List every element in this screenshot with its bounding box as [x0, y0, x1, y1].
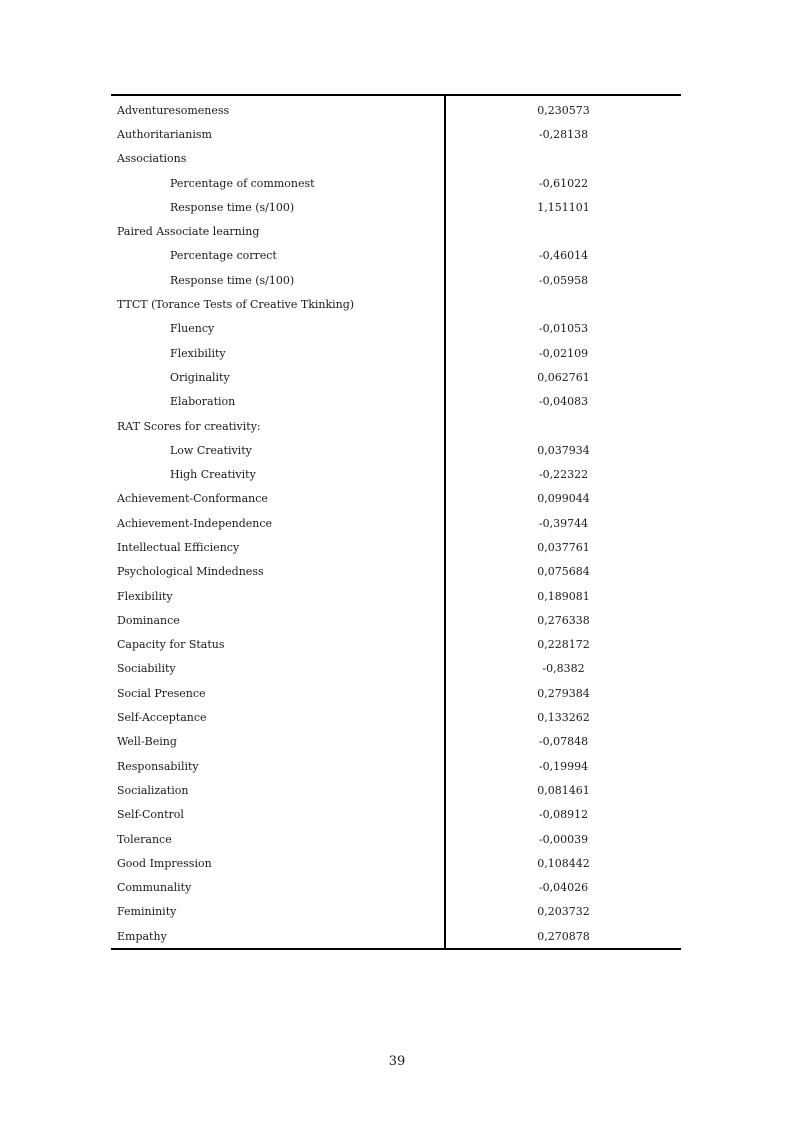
row-value: -0,19994	[538, 759, 589, 773]
row-label: Response time (s/100)	[111, 195, 445, 219]
table-row	[111, 244, 681, 268]
row-label: Percentage correct	[111, 244, 445, 268]
row-label: Fluency	[111, 317, 445, 341]
table-row	[111, 560, 681, 584]
row-label: Flexibility	[111, 341, 445, 365]
row-label: Well-Being	[111, 730, 445, 754]
row-label: Achievement-Conformance	[111, 487, 445, 511]
row-value: -0,07848	[538, 735, 589, 749]
table-row	[111, 122, 681, 146]
table-row	[111, 657, 681, 681]
row-label: Flexibility	[111, 584, 445, 608]
row-label: Low Creativity	[111, 438, 445, 462]
row-label: Communality	[111, 876, 445, 900]
row-label: Response time (s/100)	[111, 268, 445, 292]
row-value	[445, 414, 681, 438]
row-value: 0,270878	[537, 929, 590, 943]
table-row	[111, 317, 681, 341]
row-value: 0,108442	[537, 856, 590, 870]
table-row	[111, 705, 681, 729]
row-label: Sociability	[111, 657, 445, 681]
data-table	[111, 96, 681, 948]
table-row	[111, 390, 681, 414]
row-label: Self-Control	[111, 803, 445, 827]
table-row	[111, 195, 681, 219]
row-value: -0,22322	[538, 468, 589, 482]
table-body	[111, 96, 681, 948]
page-number: 39	[388, 1054, 406, 1069]
row-label: Good Impression	[111, 851, 445, 875]
table-row	[111, 438, 681, 462]
table-row	[111, 900, 681, 924]
row-value	[445, 147, 681, 171]
row-value: -0,39744	[538, 516, 589, 530]
table-row	[111, 268, 681, 292]
row-value: 0,228172	[537, 638, 590, 652]
table-row	[111, 803, 681, 827]
table-row	[111, 462, 681, 486]
correlation-table	[111, 94, 681, 950]
table-row	[111, 608, 681, 632]
row-value: 0,133262	[537, 711, 590, 725]
row-value	[445, 219, 681, 243]
table-row	[111, 171, 681, 195]
row-label: Empathy	[111, 924, 445, 948]
table-row	[111, 633, 681, 657]
table-row	[111, 535, 681, 559]
row-value: -0,08912	[538, 808, 589, 822]
row-label: Tolerance	[111, 827, 445, 851]
row-value: 0,189081	[537, 589, 590, 603]
table-row	[111, 96, 681, 122]
table-row	[111, 876, 681, 900]
row-value: 0,062761	[537, 370, 590, 384]
row-label: Originality	[111, 365, 445, 389]
row-value: -0,46014	[538, 249, 589, 263]
row-label: Femininity	[111, 900, 445, 924]
table-row	[111, 730, 681, 754]
row-value: 0,075684	[537, 565, 590, 579]
row-label: High Creativity	[111, 462, 445, 486]
row-label: Authoritarianism	[111, 122, 445, 146]
row-label: Paired Associate learning	[111, 219, 445, 243]
row-label: Elaboration	[111, 390, 445, 414]
row-label: TTCT (Torance Tests of Creative Tkinking)	[111, 292, 445, 316]
row-label: Associations	[111, 147, 445, 171]
row-value: -0,05958	[538, 273, 589, 287]
row-value: -0,04083	[538, 395, 589, 409]
table-row	[111, 851, 681, 875]
table-row	[111, 511, 681, 535]
table-row	[111, 487, 681, 511]
row-value: -0,01053	[538, 322, 589, 336]
row-value: 0,037761	[537, 540, 590, 554]
row-label: Achievement-Independence	[111, 511, 445, 535]
row-label: Dominance	[111, 608, 445, 632]
row-value: 0,230573	[537, 103, 590, 117]
row-label: Adventuresomeness	[111, 96, 445, 122]
table-row	[111, 681, 681, 705]
row-value: -0,61022	[538, 176, 589, 190]
row-value	[445, 292, 681, 316]
row-value: -0,8382	[542, 662, 585, 676]
row-value: 0,037934	[537, 443, 590, 457]
table-row	[111, 778, 681, 802]
row-label: Self-Acceptance	[111, 705, 445, 729]
row-value: -0,02109	[538, 346, 589, 360]
row-label: Capacity for Status	[111, 633, 445, 657]
table-row	[111, 147, 681, 171]
row-value: -0,00039	[538, 832, 589, 846]
row-value: 0,099044	[537, 492, 590, 506]
row-value: 0,081461	[537, 783, 590, 797]
row-value: 0,276338	[537, 613, 590, 627]
row-label: Responsability	[111, 754, 445, 778]
table-row	[111, 365, 681, 389]
row-label: Intellectual Efficiency	[111, 535, 445, 559]
table-row	[111, 924, 681, 948]
row-label: Social Presence	[111, 681, 445, 705]
row-value: 0,203732	[537, 905, 590, 919]
table-row	[111, 754, 681, 778]
row-value: 0,279384	[537, 686, 590, 700]
table-row	[111, 341, 681, 365]
row-label: Percentage of commonest	[111, 171, 445, 195]
row-value: -0,28138	[538, 127, 589, 141]
row-value: 1,151101	[537, 200, 590, 214]
table-row	[111, 414, 681, 438]
row-value: -0,04026	[538, 881, 589, 895]
table-row	[111, 292, 681, 316]
table-row	[111, 827, 681, 851]
table-row	[111, 219, 681, 243]
row-label: Psychological Mindedness	[111, 560, 445, 584]
row-label: Socialization	[111, 778, 445, 802]
table-row	[111, 584, 681, 608]
row-label: RAT Scores for creativity:	[111, 414, 445, 438]
